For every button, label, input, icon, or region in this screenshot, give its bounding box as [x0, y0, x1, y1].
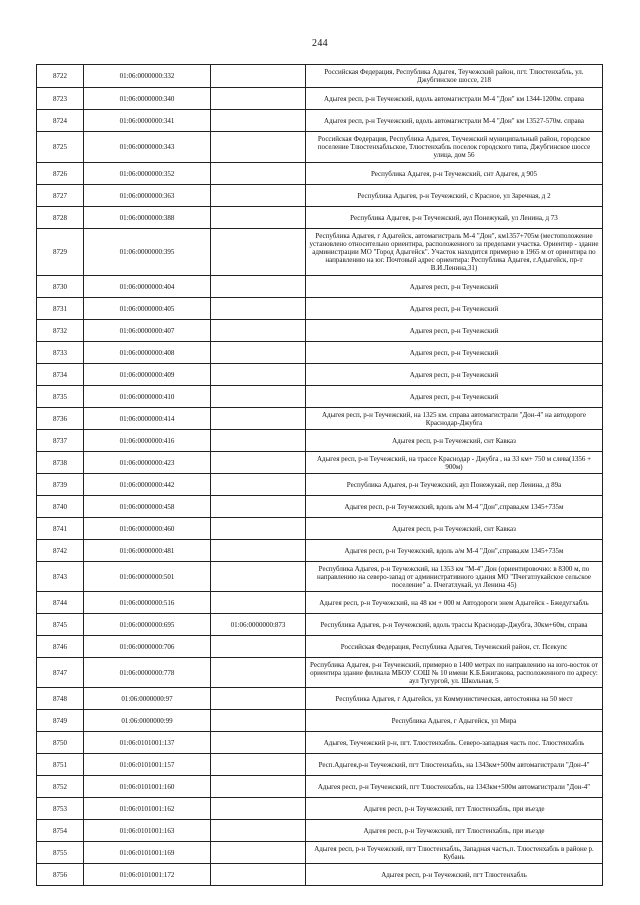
row-number-cell: 8738 [37, 452, 84, 474]
address-cell: Российская Федерация, Республика Адыгея, Теучежский район, пгт. Тлюстенхабль, ул. Джубгинское шоссе, 218 [306, 65, 603, 88]
cadastral-number-cell: 01:06:0000000:410 [84, 386, 211, 408]
parent-cadastral-cell [211, 452, 306, 474]
parent-cadastral-cell [211, 65, 306, 88]
table-row [37, 163, 603, 185]
parent-cadastral-cell [211, 474, 306, 496]
table-row [37, 658, 603, 688]
address-cell: Адыгея респ, р-н Теучежский [306, 276, 603, 298]
page-number: 244 [312, 38, 328, 49]
cadastral-number-cell: 01:06:0000000:340 [84, 88, 211, 110]
row-number-cell: 8732 [37, 320, 84, 342]
row-number-cell: 8748 [37, 688, 84, 710]
row-number-cell: 8735 [37, 386, 84, 408]
parent-cadastral-cell [211, 185, 306, 207]
table-row [37, 798, 603, 820]
cadastral-number-cell: 01:06:0000000:363 [84, 185, 211, 207]
address-cell: Адыгея респ, р-н Теучежский, вдоль автомагистрали М-4 "Дон" км 1344-1200м. справа [306, 88, 603, 110]
row-number-cell: 8731 [37, 298, 84, 320]
parent-cadastral-cell [211, 776, 306, 798]
parent-cadastral-cell [211, 430, 306, 452]
row-number-cell: 8754 [37, 820, 84, 842]
parent-cadastral-cell [211, 518, 306, 540]
row-number-cell: 8742 [37, 540, 84, 562]
cadastral-number-cell: 01:06:0000000:343 [84, 132, 211, 163]
address-cell: Адыгея респ, р-н Теучежский [306, 342, 603, 364]
table-row [37, 732, 603, 754]
parent-cadastral-cell [211, 540, 306, 562]
parent-cadastral-cell [211, 320, 306, 342]
address-cell: Адыгея респ, р-н Теучежский, пгт Тлюстенхабль, при въезде [306, 798, 603, 820]
address-cell: Адыгея респ, р-н Теучежский, на трассе Краснодар - Джубга , на 33 км+ 750 м слева(1356 + 900м) [306, 452, 603, 474]
cadastral-number-cell: 01:06:0101001:172 [84, 864, 211, 886]
parent-cadastral-cell [211, 710, 306, 732]
row-number-cell: 8740 [37, 496, 84, 518]
cadastral-number-cell: 01:06:0000000:442 [84, 474, 211, 496]
cadastral-number-cell: 01:06:0000000:388 [84, 207, 211, 229]
table-row [37, 592, 603, 614]
parent-cadastral-cell [211, 163, 306, 185]
parent-cadastral-cell [211, 798, 306, 820]
row-number-cell: 8747 [37, 658, 84, 688]
address-cell: Республика Адыгея, р-н Теучежский, на 1353 км "М-4" Дон (ориентировочно: в 8300 м, по направлению на северо-запад от административного здания МО "Пчегатлукайское сельское поселение" а. Пчегатлукай, ул Ленина 45) [306, 562, 603, 592]
cadastral-number-cell: 01:06:0000000:395 [84, 229, 211, 276]
parent-cadastral-cell [211, 496, 306, 518]
table-row [37, 65, 603, 88]
table-row [37, 88, 603, 110]
table-row [37, 386, 603, 408]
table-row [37, 842, 603, 864]
parent-cadastral-cell [211, 276, 306, 298]
cadastral-number-cell: 01:06:0101001:137 [84, 732, 211, 754]
parent-cadastral-cell [211, 732, 306, 754]
address-cell: Республика Адыгея, р-н Теучежский, аул Понежукай, ул Ленина, д 73 [306, 207, 603, 229]
row-number-cell: 8751 [37, 754, 84, 776]
parent-cadastral-cell [211, 88, 306, 110]
row-number-cell: 8755 [37, 842, 84, 864]
cadastral-number-cell: 01:06:0101001:160 [84, 776, 211, 798]
cadastral-number-cell: 01:06:0101001:169 [84, 842, 211, 864]
row-number-cell: 8725 [37, 132, 84, 163]
parent-cadastral-cell [211, 842, 306, 864]
cadastral-number-cell: 01:06:0101001:163 [84, 820, 211, 842]
address-cell: Республика Адыгея, р-н Теучежский, вдоль трассы Краснодар-Джубга, 30км+60м, справа [306, 614, 603, 636]
table-row [37, 540, 603, 562]
table-row [37, 636, 603, 658]
address-cell: Адыгея респ, р-н Теучежский, на 48 км + 000 м Автодороги энем Адыгейск - Бжедугхабль [306, 592, 603, 614]
table-row [37, 298, 603, 320]
cadastral-number-cell: 01:06:0000000:407 [84, 320, 211, 342]
cadastral-number-cell: 01:06:0000000:332 [84, 65, 211, 88]
table-row [37, 320, 603, 342]
table-row [37, 562, 603, 592]
parent-cadastral-cell [211, 342, 306, 364]
table-row [37, 132, 603, 163]
address-cell: Республика Адыгея, р-н Теучежский, с Красное, ул Заречная, д 2 [306, 185, 603, 207]
cadastral-number-cell: 01:06:0000000:458 [84, 496, 211, 518]
cadastral-number-cell: 01:06:0000000:97 [84, 688, 211, 710]
registry-table-body [37, 65, 603, 886]
address-cell: Российская Федерация, Республика Адыгея, Теучежский муниципальный район, городское поселение Тлюстенхабльское, Тлюстенхабль поселок городского типа, Джубгинское шоссе улица, дом 56 [306, 132, 603, 163]
parent-cadastral-cell [211, 688, 306, 710]
cadastral-number-cell: 01:06:0101001:157 [84, 754, 211, 776]
cadastral-number-cell: 01:06:0000000:501 [84, 562, 211, 592]
address-cell: Республика Адыгея, р-н Теучежский, примерно в 1400 метрах по направлению на юго-восток от ориентира здание филиала МБОУ СОШ № 10 имени К.Б.Бжигакова, расположенного по адресу: аул Тугургой, ул. Школьная, 5 [306, 658, 603, 688]
row-number-cell: 8739 [37, 474, 84, 496]
cadastral-number-cell: 01:06:0000000:414 [84, 408, 211, 430]
table-row [37, 776, 603, 798]
table-row [37, 864, 603, 886]
cadastral-number-cell: 01:06:0000000:341 [84, 110, 211, 132]
address-cell: Адыгея респ, р-н Теучежский [306, 320, 603, 342]
table-row [37, 496, 603, 518]
table-row [37, 474, 603, 496]
address-cell: Адыгея респ, р-н Теучежский, пгт Тлюстенхабль, на 1343км+500м автомагистрали "Дон-4" [306, 776, 603, 798]
parent-cadastral-cell [211, 658, 306, 688]
row-number-cell: 8745 [37, 614, 84, 636]
parent-cadastral-cell [211, 207, 306, 229]
parent-cadastral-cell [211, 229, 306, 276]
table-row [37, 710, 603, 732]
address-cell: Республика Адыгея, р-н Теучежский, аул Понежукай, пер Ленина, д 89а [306, 474, 603, 496]
row-number-cell: 8728 [37, 207, 84, 229]
parent-cadastral-cell [211, 562, 306, 592]
address-cell: Российская Федерация, Республика Адыгея, Теучежский район, ст. Псекупс [306, 636, 603, 658]
address-cell: Адыгея респ, р-н Теучежский, вдоль автомагистрали М-4 "Дон" км 13527-570м. справа [306, 110, 603, 132]
row-number-cell: 8756 [37, 864, 84, 886]
table-row [37, 364, 603, 386]
row-number-cell: 8723 [37, 88, 84, 110]
table-row [37, 185, 603, 207]
row-number-cell: 8744 [37, 592, 84, 614]
cadastral-number-cell: 01:06:0000000:481 [84, 540, 211, 562]
row-number-cell: 8746 [37, 636, 84, 658]
row-number-cell: 8724 [37, 110, 84, 132]
address-cell: Адыгея респ, р-н Теучежский, снт Кавказ [306, 430, 603, 452]
parent-cadastral-cell [211, 864, 306, 886]
row-number-cell: 8752 [37, 776, 84, 798]
address-cell: Адыгея респ, р-н Теучежский, вдоль а/м М-4 "Дон",справа,км 1345+735м [306, 540, 603, 562]
address-cell: Адыгея респ, р-н Теучежский [306, 364, 603, 386]
cadastral-number-cell: 01:06:0000000:516 [84, 592, 211, 614]
parent-cadastral-cell: 01:06:0000000:873 [211, 614, 306, 636]
table-row [37, 110, 603, 132]
address-cell: Адыгея респ, р-н Теучежский, снт Кавказ [306, 518, 603, 540]
cadastral-number-cell: 01:06:0000000:460 [84, 518, 211, 540]
table-row [37, 518, 603, 540]
row-number-cell: 8736 [37, 408, 84, 430]
cadastral-number-cell: 01:06:0000000:352 [84, 163, 211, 185]
table-row [37, 207, 603, 229]
row-number-cell: 8727 [37, 185, 84, 207]
address-cell: Адыгея респ, р-н Теучежский, вдоль а/м М-4 "Дон",справа,км 1345+735м [306, 496, 603, 518]
registry-table [36, 64, 603, 886]
cadastral-number-cell: 01:06:0000000:404 [84, 276, 211, 298]
row-number-cell: 8750 [37, 732, 84, 754]
row-number-cell: 8722 [37, 65, 84, 88]
address-cell: Адыгея респ, р-н Теучежский [306, 386, 603, 408]
cadastral-number-cell: 01:06:0000000:409 [84, 364, 211, 386]
address-cell: Республика Адыгея, г Адыгейск, автомагистраль М-4 "Дон", км1357+705м (местоположение установлено относительно ориентира, расположенного за пределами участка. Ориентир - здание администрации МО "Город Адыгейск". Участок находится примерно в 1965 м от ориентира по направлению на юг. Почтовый адрес ориентира: Республика Адыгея, г.Адыгейск, пр-т В.И.Ленина,31) [306, 229, 603, 276]
address-cell: Адыгея респ, р-н Теучежский, пгт Тлюстенхабль, при въезде [306, 820, 603, 842]
address-cell: Адыгея респ, р-н Теучежский, пгт Тлюстенхабль, Западная часть,п. Тлюстенхабль в районе р. Кубань [306, 842, 603, 864]
address-cell: Адыгея респ, р-н Теучежский, пгт Тлюстенхабль [306, 864, 603, 886]
address-cell: Респ.Адыгея,р-н Теучежский, пгт Тлюстенхабль, на 1343км+500м автомагистрали "Дон-4" [306, 754, 603, 776]
address-cell: Адыгея респ, р-н Теучежский, на 1325 км. справа автомагистрали "Дон-4" на автодороге Краснодар-Джубга [306, 408, 603, 430]
table-row [37, 452, 603, 474]
cadastral-number-cell: 01:06:0000000:778 [84, 658, 211, 688]
parent-cadastral-cell [211, 636, 306, 658]
address-cell: Республика Адыгея, р-н Теучежский, снт Адыгея, д 905 [306, 163, 603, 185]
row-number-cell: 8729 [37, 229, 84, 276]
row-number-cell: 8726 [37, 163, 84, 185]
table-row [37, 754, 603, 776]
row-number-cell: 8741 [37, 518, 84, 540]
table-row [37, 820, 603, 842]
table-row [37, 614, 603, 636]
parent-cadastral-cell [211, 754, 306, 776]
address-cell: Республика Адыгея, г Адыгейск, ул Коммунистическая, автостоянка на 50 мест [306, 688, 603, 710]
row-number-cell: 8743 [37, 562, 84, 592]
parent-cadastral-cell [211, 386, 306, 408]
table-row [37, 342, 603, 364]
row-number-cell: 8730 [37, 276, 84, 298]
parent-cadastral-cell [211, 408, 306, 430]
parent-cadastral-cell [211, 110, 306, 132]
row-number-cell: 8737 [37, 430, 84, 452]
table-row [37, 430, 603, 452]
cadastral-number-cell: 01:06:0000000:99 [84, 710, 211, 732]
parent-cadastral-cell [211, 820, 306, 842]
parent-cadastral-cell [211, 592, 306, 614]
cadastral-number-cell: 01:06:0000000:405 [84, 298, 211, 320]
row-number-cell: 8733 [37, 342, 84, 364]
cadastral-number-cell: 01:06:0000000:695 [84, 614, 211, 636]
row-number-cell: 8753 [37, 798, 84, 820]
parent-cadastral-cell [211, 132, 306, 163]
parent-cadastral-cell [211, 298, 306, 320]
address-cell: Адыгея, Теучежский р-н, пгт. Тлюстенхабль. Северо-западная часть пос. Тлюстенхабль [306, 732, 603, 754]
cadastral-number-cell: 01:06:0000000:423 [84, 452, 211, 474]
table-row [37, 229, 603, 276]
cadastral-number-cell: 01:06:0000000:706 [84, 636, 211, 658]
table-row [37, 276, 603, 298]
row-number-cell: 8749 [37, 710, 84, 732]
cadastral-number-cell: 01:06:0000000:416 [84, 430, 211, 452]
parent-cadastral-cell [211, 364, 306, 386]
cadastral-number-cell: 01:06:0000000:408 [84, 342, 211, 364]
address-cell: Республика Адыгея, г Адыгейск, ул Мира [306, 710, 603, 732]
address-cell: Адыгея респ, р-н Теучежский [306, 298, 603, 320]
table-row [37, 408, 603, 430]
cadastral-number-cell: 01:06:0101001:162 [84, 798, 211, 820]
row-number-cell: 8734 [37, 364, 84, 386]
table-row [37, 688, 603, 710]
